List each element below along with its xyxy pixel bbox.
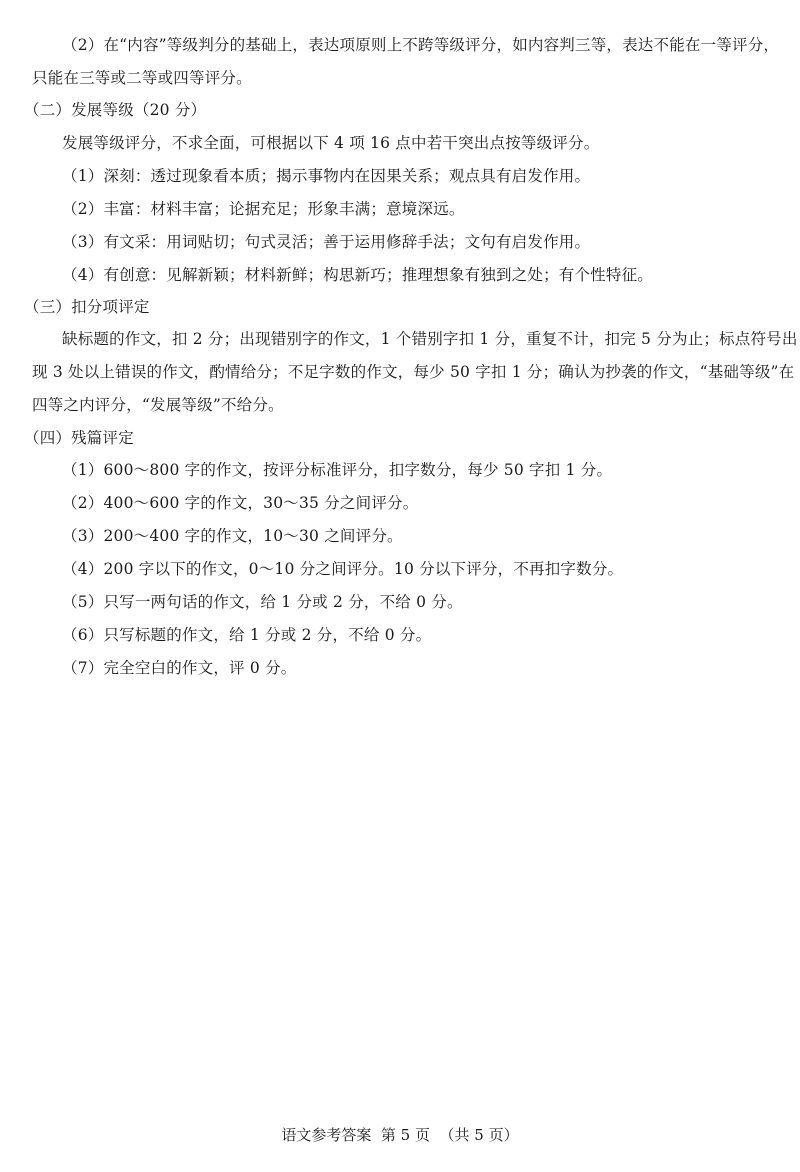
list-item: （2）400～600 字的作文，30～35 分之间评分。 — [62, 494, 419, 512]
list-item: （3）有文采：用词贴切；句式灵活；善于运用修辞手法；文句有启发作用。 — [62, 233, 591, 251]
list-item: （2）丰富：材料丰富；论据充足；形象丰满；意境深远。 — [62, 200, 465, 218]
paragraph-line: （2）在“内容”等级判分的基础上，表达项原则上不跨等级评分，如内容判三等，表达不能在一等评分， — [62, 36, 780, 54]
section-heading: （四）残篇评定 — [24, 429, 134, 447]
list-item: （4）200 字以下的作文，0～10 分之间评分。10 分以下评分，不再扣字数分。 — [62, 560, 624, 578]
section-heading: （二）发展等级（20 分） — [24, 101, 207, 119]
list-item: （5）只写一两句话的作文，给 1 分或 2 分，不给 0 分。 — [62, 593, 463, 611]
list-item: （7）完全空白的作文，评 0 分。 — [62, 659, 297, 677]
paragraph-line: 现 3 处以上错误的作文，酌情给分；不足字数的作文，每少 50 字扣 1 分；确认为抄袭的作文，“基础等级”在 — [32, 363, 795, 381]
list-item: （1）深刻：透过现象看本质；揭示事物内在因果关系；观点具有启发作用。 — [62, 167, 591, 185]
section-heading: （三）扣分项评定 — [24, 298, 150, 316]
list-item: （6）只写标题的作文，给 1 分或 2 分，不给 0 分。 — [62, 626, 432, 644]
paragraph-line: 四等之内评分，“发展等级”不给分。 — [32, 396, 284, 414]
paragraph-line: 缺标题的作文，扣 2 分；出现错别字的作文，1 个错别字扣 1 分，重复不计，扣完 5 分为止；标点符号出 — [62, 330, 798, 348]
list-item: （1）600～800 字的作文，按评分标准评分，扣字数分，每少 50 字扣 1 分。 — [62, 461, 613, 479]
paragraph-line: 发展等级评分，不求全面，可根据以下 4 项 16 点中若干突出点按等级评分。 — [62, 134, 600, 152]
list-item: （3）200～400 字的作文，10～30 之间评分。 — [62, 527, 403, 545]
list-item: （4）有创意：见解新颖；材料新鲜；构思新巧；推理想象有独到之处；有个性特征。 — [62, 266, 653, 284]
paragraph-line: 只能在三等或二等或四等评分。 — [32, 69, 252, 87]
page-footer: 语文参考答案 第 5 页 （共 5 页） — [281, 1126, 519, 1144]
